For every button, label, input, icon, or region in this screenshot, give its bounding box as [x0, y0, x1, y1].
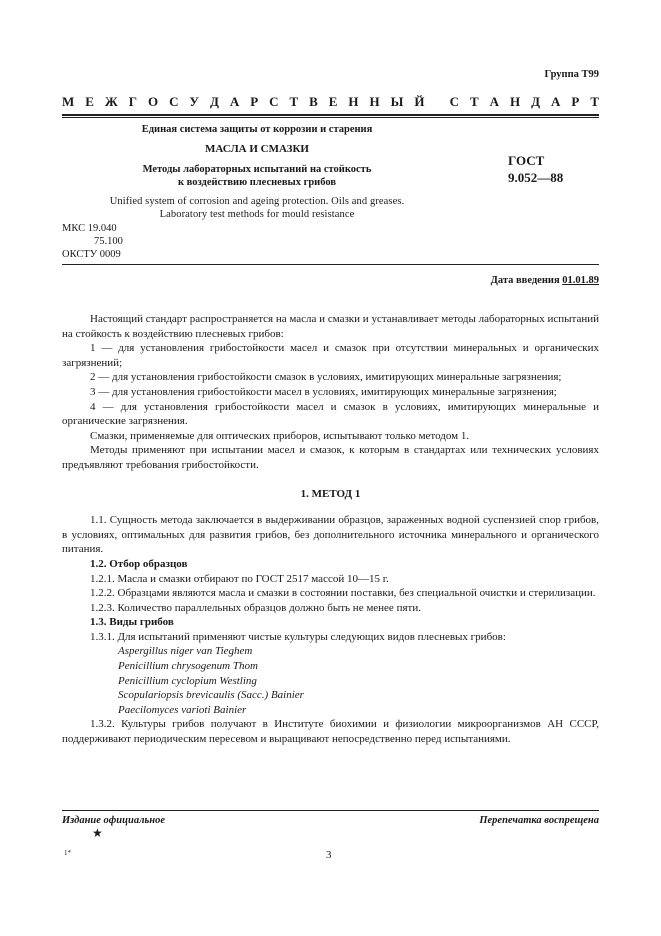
subsection-heading: 1.2. Отбор образцов	[90, 557, 188, 570]
header-rule-top	[62, 114, 599, 116]
paragraph: Смазки, применяемые для оптических приборов, испытывают только методом 1.	[90, 429, 470, 442]
paragraph: Методы применяют при испытании масел и смазок, к которым в стандартах или технических условиях предъявляют требования грибостойкости.	[62, 444, 599, 471]
paragraph: 4 — для установления грибостойкости масел и смазок в условиях, имитирующих минеральные и органические загрязнения.	[62, 400, 599, 428]
paragraph: Настоящий стандарт распространяется на масла и смазки и устанавливает методы лабораторных испытаний на стойкость к воздействию плесневых грибов:	[62, 313, 599, 340]
paragraph: 1.2.3. Количество параллельных образцов должно быть не менее пяти.	[90, 601, 421, 614]
methods-title-line1: Методы лабораторных испытаний на стойкость	[142, 164, 372, 175]
paragraph: 1.3.2. Культуры грибов получают в Институте биохимии и физиологии микроорганизмов АН СССР, поддерживают периодическим пересевом и выращивают непосредственно перед испытаниями.	[62, 718, 599, 746]
star-icon: ★	[92, 826, 103, 840]
fungus-species: Penicillium cyclopium Westling	[118, 674, 257, 687]
paragraph: 1.2.2. Образцами являются масла и смазки в состоянии поставки, без специальной очистки и стерилизации.	[90, 587, 596, 600]
title-block	[62, 124, 452, 221]
subject-title: МАСЛА И СМАЗКИ	[205, 143, 309, 155]
okstu-code: ОКСТУ 0009	[62, 249, 121, 260]
fungus-species: Penicillium chrysogenum Thom	[118, 660, 258, 673]
section-heading: 1. МЕТОД 1	[300, 487, 361, 500]
intro-date-value: 01.01.89	[562, 275, 599, 286]
system-title: Единая система защиты от коррозии и старения	[141, 124, 373, 135]
page-number: 3	[326, 849, 332, 861]
mks-code-1: МКС 19.040	[62, 223, 117, 234]
official-edition-note: Издание официальное	[62, 815, 166, 826]
interstate-standard-banner: М Е Ж Г О С У Д А Р С Т В Е Н Н Ы Й С Т А Н Д А Р Т	[62, 94, 599, 109]
english-title-line1: Unified system of corrosion and ageing protection. Oils and greases.	[109, 196, 405, 207]
reprint-prohibited-note: Перепечатка воспрещена	[479, 815, 599, 826]
codes-rule	[62, 264, 599, 265]
gost-label: ГОСТ	[508, 153, 545, 168]
fungus-species: Aspergillus niger van Tieghem	[118, 645, 253, 658]
document-body	[62, 312, 599, 747]
paragraph: 1.3.1. Для испытаний применяют чистые культуры следующих видов плесневых грибов:	[90, 630, 506, 643]
sheet-mark: 1*	[64, 849, 71, 857]
group-code: Группа Т99	[544, 69, 599, 80]
subsection-heading: 1.3. Виды грибов	[90, 616, 174, 629]
header-rule-bottom	[62, 117, 599, 118]
paragraph: 3 — для установления грибостойкости масел в условиях, имитирующих минеральные загрязнения;	[90, 385, 557, 398]
mks-code-2: 75.100	[94, 236, 123, 247]
intro-date-label: Дата введения	[490, 275, 560, 286]
paragraph: 1 — для установления грибостойкости масел и смазок при отсутствии минеральных и органических загрязнений;	[62, 342, 599, 369]
introduction-date	[491, 275, 599, 286]
gost-number: 9.052—88	[508, 170, 564, 185]
footer-rule	[62, 810, 599, 811]
english-title	[62, 195, 452, 221]
paragraph: 1.2.1. Масла и смазки отбирают по ГОСТ 2517 массой 10—15 г.	[90, 572, 389, 585]
paragraph: 2 — для установления грибостойкости смазок в условиях, имитирующих минеральные загрязнения;	[90, 371, 562, 384]
methods-title-line2: к воздействию плесневых грибов	[177, 177, 337, 188]
english-title-line2: Laboratory test methods for mould resistance	[159, 209, 355, 220]
gost-designation	[508, 152, 563, 186]
paragraph: 1.1. Сущность метода заключается в выдерживании образцов, зараженных водной суспензией спор грибов, в условиях, оптимальных для развития грибов, без дополнительного источника минерального и органического питания.	[62, 514, 599, 556]
fungus-species: Paecilomyces varioti Bainier	[118, 703, 247, 716]
methods-title	[62, 163, 452, 189]
fungus-species: Scopulariopsis brevicaulis (Sacc.) Bainier	[118, 689, 304, 702]
classification-codes	[62, 222, 123, 261]
